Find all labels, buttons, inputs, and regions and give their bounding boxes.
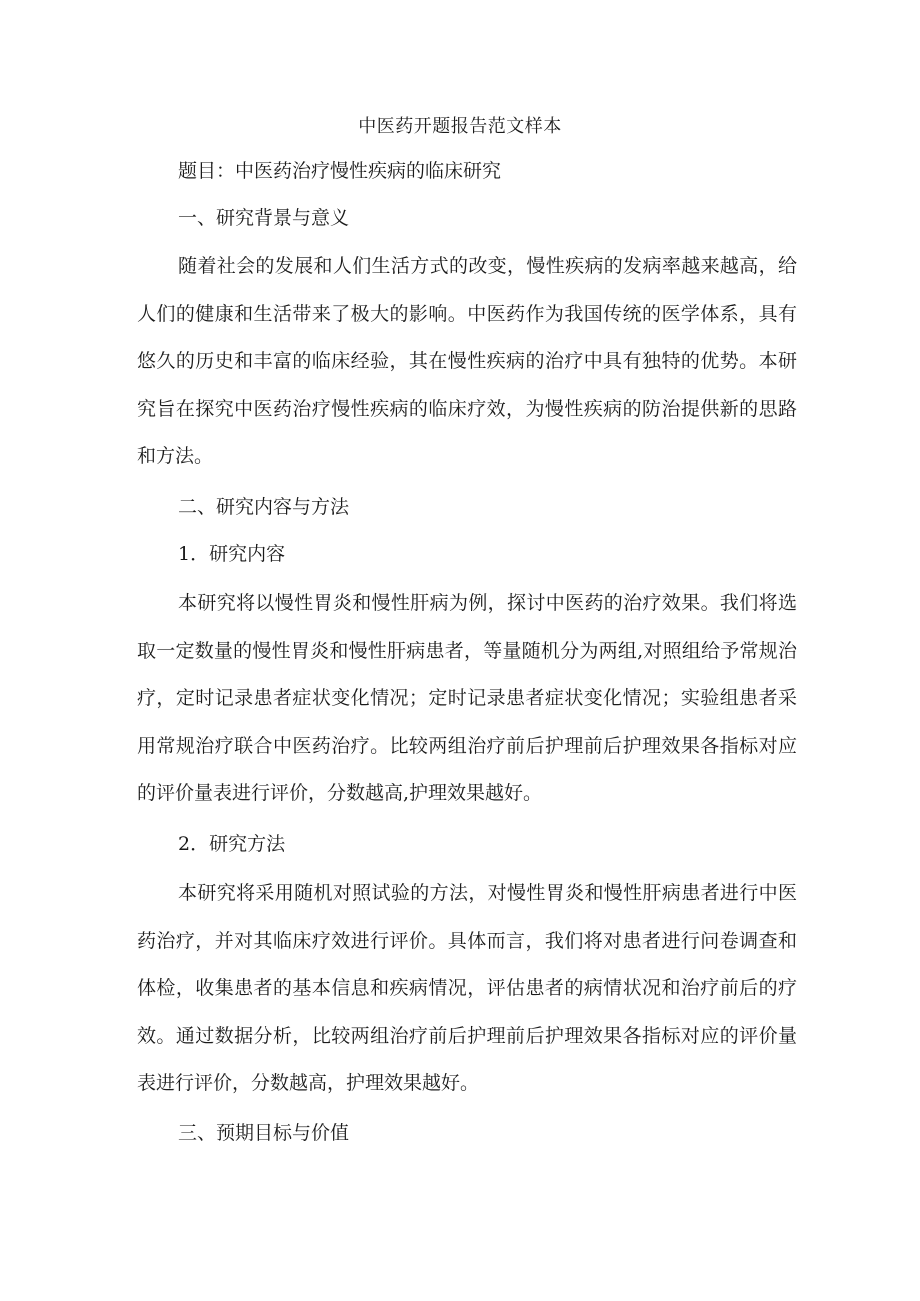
subsection-2-2-paragraph: 本研究将采用随机对照试验的方法，对慢性胃炎和慢性肝病患者进行中医药治疗，并对其临床疗效进行评价。具体而言，我们将对患者进行问卷调查和体检，收集患者的基本信息和疾病情况，评估患者的病情状况和治疗前后的疗效。通过数据分析，比较两组治疗前后护理前后护理效果各指标对应的评价量表进行评价，分数越高，护理效果越好。 — [137, 882, 797, 1095]
subsection-2-1-heading: 1．研究内容 — [178, 543, 286, 565]
section-1-paragraph: 随着社会的发展和人们生活方式的改变，慢性疾病的发病率越来越高，给人们的健康和生活带来了极大的影响。中医药作为我国传统的医学体系，具有悠久的历史和丰富的临床经验，其在慢性疾病的治疗中具有独特的优势。本研究旨在探究中医药治疗慢性疾病的临床疗效，为慢性疾病的防治提供新的思路和方法。 — [137, 255, 797, 468]
section-3-heading: 三、预期目标与价值 — [178, 1122, 350, 1144]
section-2-heading: 二、研究内容与方法 — [178, 496, 350, 518]
subsection-2-2-heading: 2．研究方法 — [178, 833, 286, 855]
section-1-heading: 一、研究背景与意义 — [178, 207, 350, 229]
document-topic: 题目：中医药治疗慢性疾病的临床研究 — [178, 160, 502, 182]
document-title: 中医药开题报告范文样本 — [358, 116, 562, 137]
subsection-2-1-paragraph: 本研究将以慢性胃炎和慢性肝病为例，探讨中医药的治疗效果。我们将选取一定数量的慢性胃炎和慢性肝病患者，等量随机分为两组,对照组给予常规治疗，定时记录患者症状变化情况；定时记录患者症状变化情况；实验组患者采用常规治疗联合中医药治疗。比较两组治疗前后护理前后护理效果各指标对应的评价量表进行评价，分数越高,护理效果越好。 — [137, 592, 797, 805]
